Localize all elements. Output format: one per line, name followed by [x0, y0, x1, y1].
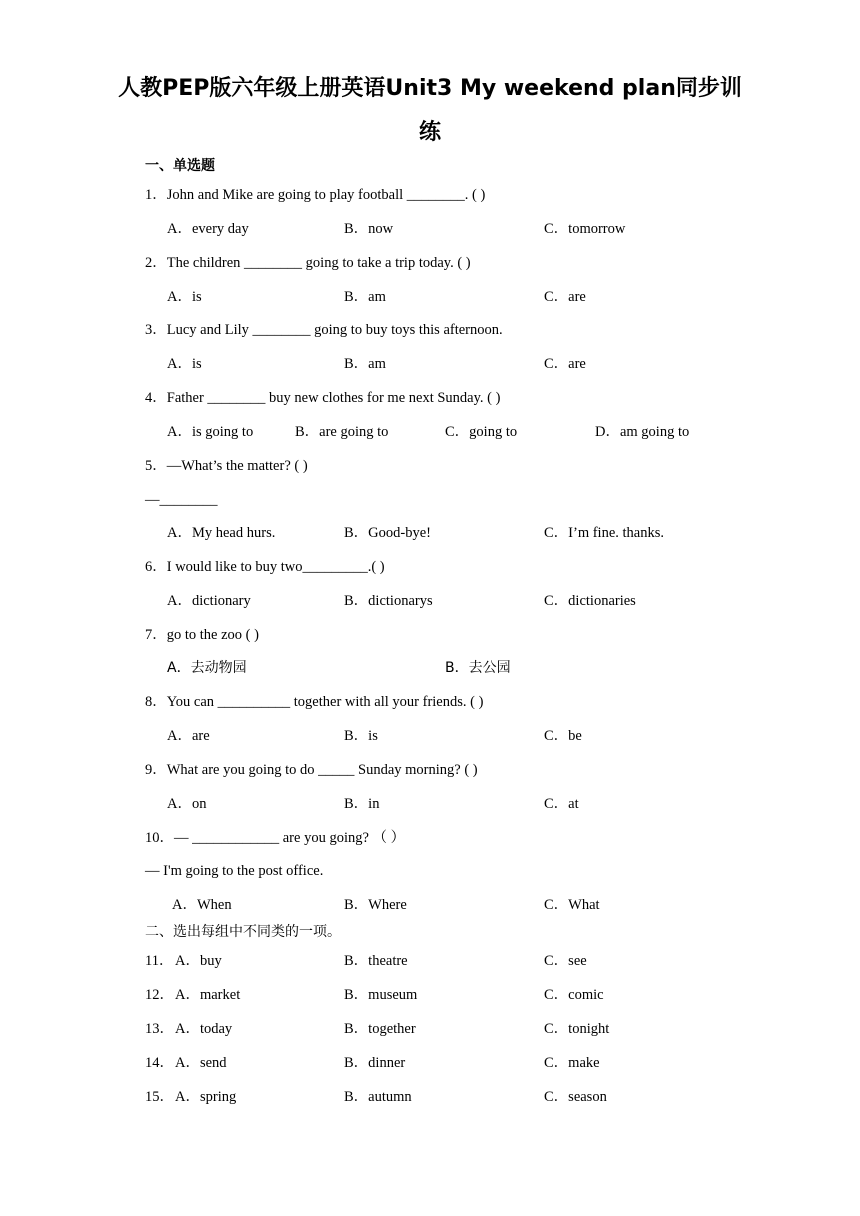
question-2-option-a: A．is — [167, 289, 202, 305]
question-7-option-b: B．去公园 — [445, 660, 511, 676]
question-10-stem: 10．— ____________ are you going? （ ） — [145, 830, 406, 846]
question-6-option-b: B．dictionarys — [344, 593, 433, 609]
question-5-option-a: A．My head hurs. — [167, 525, 276, 541]
question-9-option-c: C．at — [544, 796, 579, 812]
question-1-stem: 1．John and Mike are going to play football ________. ( ) — [145, 187, 486, 203]
question-4-option-b: B．are going to — [295, 424, 389, 440]
question-5-option-b: B．Good-bye! — [344, 525, 431, 541]
question-4-option-c: C．going to — [445, 424, 518, 440]
question-15-option-c: C．season — [544, 1089, 607, 1105]
question-10-option-b: B．Where — [344, 897, 407, 913]
title-line-1: 人教PEP版六年级上册英语Unit3 My weekend plan同步训 — [118, 76, 742, 101]
section-heading-single-choice: 一、单选题 — [145, 158, 215, 174]
question-11-number: 11． — [145, 953, 174, 969]
question-2-option-b: B．am — [344, 289, 386, 305]
question-1-option-c: C．tomorrow — [544, 221, 626, 237]
question-8-stem: 8．You can __________ together with all your friends. ( ) — [145, 694, 484, 710]
question-1-option-b: B．now — [344, 221, 394, 237]
question-10-option-a: A．When — [172, 897, 232, 913]
question-3-option-a: A．is — [167, 356, 202, 372]
question-2-option-c: C．are — [544, 289, 586, 305]
question-11-option-b: B．theatre — [344, 953, 408, 969]
question-15-option-a: A．spring — [175, 1089, 237, 1105]
question-4-option-a: A．is going to — [167, 424, 254, 440]
question-8-option-c: C．be — [544, 728, 582, 744]
question-5-option-c: C．I’m fine. thanks. — [544, 525, 665, 541]
question-7-option-a: A．去动物园 — [167, 660, 247, 676]
question-5-stem: 5．—What’s the matter? ( ) — [145, 458, 308, 474]
question-7-stem: 7．go to the zoo ( ) — [145, 627, 259, 643]
question-13-option-b: B．together — [344, 1021, 416, 1037]
question-14-option-b: B．dinner — [344, 1055, 406, 1071]
question-11-option-a: A．buy — [175, 953, 222, 969]
question-11-option-c: C．see — [544, 953, 587, 969]
question-8-option-a: A．are — [167, 728, 210, 744]
question-13-option-c: C．tonight — [544, 1021, 610, 1037]
question-5-answer-line: —________ — [145, 492, 218, 508]
question-9-stem: 9．What are you going to do _____ Sunday morning? ( ) — [145, 762, 478, 778]
question-14-option-c: C．make — [544, 1055, 600, 1071]
question-3-option-b: B．am — [344, 356, 386, 372]
question-12-option-c: C．comic — [544, 987, 604, 1003]
question-12-option-b: B．museum — [344, 987, 418, 1003]
question-1-option-a: A．every day — [167, 221, 249, 237]
question-4-option-d: D．am going to — [595, 424, 690, 440]
question-12-option-a: A．market — [175, 987, 241, 1003]
question-6-option-a: A．dictionary — [167, 593, 251, 609]
question-13-number: 13． — [145, 1021, 174, 1037]
question-14-option-a: A．send — [175, 1055, 227, 1071]
question-15-option-b: B．autumn — [344, 1089, 412, 1105]
question-13-option-a: A．today — [175, 1021, 233, 1037]
question-15-number: 15． — [145, 1089, 174, 1105]
question-12-number: 12． — [145, 987, 174, 1003]
question-10-option-c: C．What — [544, 897, 600, 913]
title-line-2: 练 — [418, 120, 441, 145]
question-10-answer-line: — I'm going to the post office. — [145, 863, 324, 879]
question-14-number: 14． — [145, 1055, 174, 1071]
section-heading-odd-one-out: 二、选出每组中不同类的一项。 — [145, 924, 341, 940]
question-9-option-a: A．on — [167, 796, 207, 812]
question-4-stem: 4．Father ________ buy new clothes for me next Sunday. ( ) — [145, 390, 501, 406]
question-6-option-c: C．dictionaries — [544, 593, 636, 609]
question-6-stem: 6．I would like to buy two_________.( ) — [145, 559, 385, 575]
question-3-stem: 3．Lucy and Lily ________ going to buy toys this afternoon. — [145, 322, 503, 338]
question-3-option-c: C．are — [544, 356, 586, 372]
question-8-option-b: B．is — [344, 728, 378, 744]
question-2-stem: 2．The children ________ going to take a trip today. ( ) — [145, 255, 471, 271]
question-9-option-b: B．in — [344, 796, 380, 812]
